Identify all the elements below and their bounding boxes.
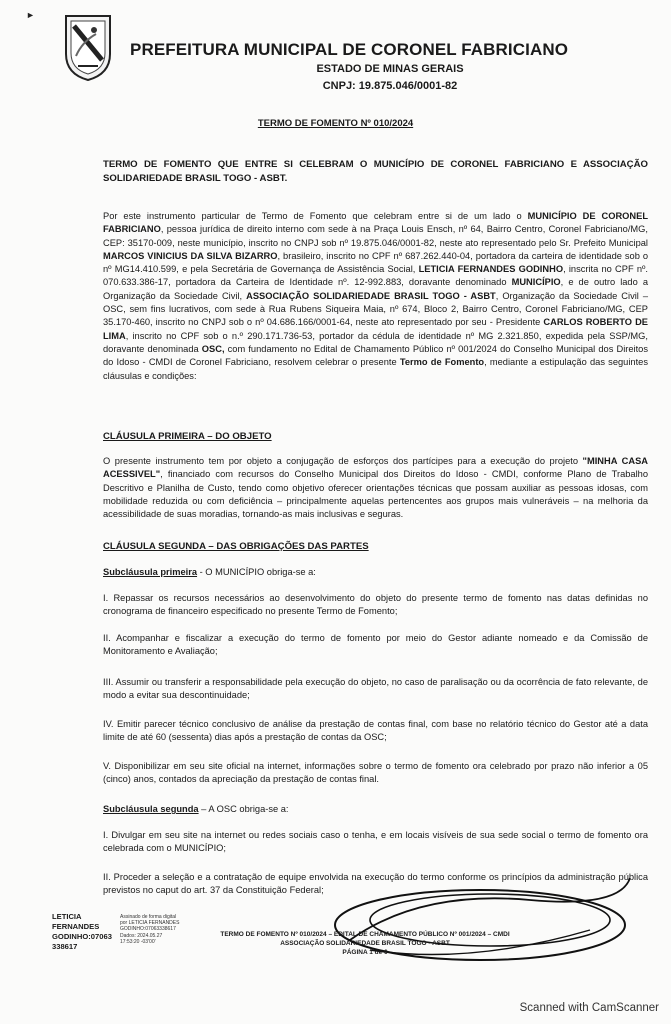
clause-two-heading: CLÁUSULA SEGUNDA – DAS OBRIGAÇÕES DAS PARTES xyxy=(103,541,369,552)
corner-mark-icon: ► xyxy=(26,10,35,20)
page-footer xyxy=(200,930,530,957)
obligation-item: I. Divulgar em seu site na internet ou redes sociais caso o tenha, e em locais visíveis de sua sede social o termo de fomento ora celebrada com o MUNICÍPIO; xyxy=(103,830,648,854)
municipal-coat-of-arms-icon xyxy=(62,12,114,82)
clause-one-paragraph: O presente instrumento tem por objeto a conjugação de esforços dos partícipes para a execução do projeto "MINHA CASA ACESSIVEL", financiado com recursos do Conselho Municipal dos Direitos do Idoso - CMDI, conforme Plano de Trabalho Descritivo e Planilha de Custo, tendo como objetivo oferecer orientações técnicas que possam auxiliar as pessoas idosas, com mobilidade reduzida ou com deficiência – principalmente aquelas pertencentes aos grupos mais vulneráveis – na melhoria da acessibilidade de suas moradias, tornando-as mais inclusivas e seguras. xyxy=(103,456,648,520)
obligation-item: II. Acompanhar e fiscalizar a execução do termo de fomento por meio do Gestor adiante nomeado e da Comissão de Monitoramento e Avaliação; xyxy=(103,633,648,657)
subclause-two-title: Subcláusula segunda – A OSC obriga-se a: xyxy=(103,804,289,814)
digital-signer-name: LETICIA FERNANDES GODINHO:07063 338617 xyxy=(52,912,112,951)
obligation-item: I. Repassar os recursos necessários ao desenvolvimento do objeto do presente termo de fomento nas datas definidas no cronograma de financeiro especificado no presente Termo de Fomento; xyxy=(103,593,648,617)
state-name: ESTADO DE MINAS GERAIS xyxy=(316,63,464,75)
subclause-one-title: Subcláusula primeira - O MUNICÍPIO obriga-se a: xyxy=(103,567,316,577)
clause-one-heading: CLÁUSULA PRIMEIRA – DO OBJETO xyxy=(103,431,272,442)
digital-signature-stamp: Assinado de forma digital por LETICIA FERNANDES GODINHO:07063338617 Dados: 2024.05.27 17:53:20 -03'00' xyxy=(120,914,180,945)
footer-term-line: TERMO DE FOMENTO Nº 010/2024 – EDITAL DE CHAMAMENTO PÚBLICO Nº 001/2024 – CMDI xyxy=(220,931,510,938)
obligation-item: IV. Emitir parecer técnico conclusivo de análise da prestação de contas final, com base no relatório técnico do Gestor até a data limite de até 60 (sessenta) dias após a prestação de contas da OSC; xyxy=(103,719,648,743)
footer-page-number: PÁGINA 1 de 6 xyxy=(342,949,388,956)
municipality-title: PREFEITURA MUNICIPAL DE CORONEL FABRICIANO xyxy=(130,40,569,59)
obligation-item: V. Disponibilizar em seu site oficial na internet, informações sobre o termo de fomento ora celebrado por prazo não inferior a 05 (cinco) anos, contados da apreciação da prestação de contas final. xyxy=(103,761,648,785)
term-preamble: TERMO DE FOMENTO QUE ENTRE SI CELEBRAM O MUNICÍPIO DE CORONEL FABRICIANO E ASSOCIAÇÃO SOLIDARIEDADE BRASIL TOGO - ASBT. xyxy=(103,159,648,184)
footer-org-line: ASSOCIAÇÃO SOLIDARIEDADE BRASIL TOGO - ASBT xyxy=(280,940,450,947)
municipality-cnpj: CNPJ: 19.875.046/0001-82 xyxy=(322,80,458,92)
term-number-heading: TERMO DE FOMENTO Nº 010/2024 xyxy=(257,118,414,129)
scanner-watermark: Scanned with CamScanner xyxy=(519,1002,659,1014)
intro-paragraph: Por este instrumento particular de Termo de Fomento que celebram entre si de um lado o MUNICÍPIO DE CORONEL FABRICIANO, pessoa jurídica de direito interno com sede à na Praça Louis Ensch, nº 64, Bairro Centro, Coronel Fabriciano/MG, CEP: 35170-009, neste município, inscrito no CNPJ sob nº 19.875.046/0001-82, neste ato representado pelo Sr. Prefeito Municipal MARCOS VINICIUS DA SILVA BIZARRO, brasileiro, inscrito no CPF nº 687.262.440-04, portadora da carteira de identidade sob o nº MG14.410.599, e pela Secretária de Governança de Assistência Social, LETICIA FERNANDES GODINHO, inscrita no CPF nº. 070.633.386-17, portadora da Carteira de Identidade nº. 12-992.883, doravante denominado MUNICÍPIO, e de outro lado a Organização da Sociedade Civil, ASSOCIAÇÃO SOLIDARIEDADE BRASIL TOGO - ASBT, Organização da Sociedade Civil –OSC, sem fins lucrativos, com sede à Rua Rubens Siqueira Maia, nº 674, Bloco 2, Bairro Centro, Coronel Fabriciano/MG, CEP 35.170-460, inscrito no CNPJ sob o nº 04.686.166/0001-64, neste ato representado por seu - Presidente CARLOS ROBERTO DE LIMA, inscrito no CPF sob o n.º 290.171.736-53, portador da cédula de identidade nº MG 2.321.850, expedida pela SSP/MG, doravante denominada OSC, com fundamento no Edital de Chamamento Público nº 001/2024 do Conselho Municipal dos Direitos do Idoso - CMDI de Coronel Fabriciano, resolvem celebrar o presente Termo de Fomento, mediante a estipulação das seguintes cláusulas e condições: xyxy=(103,211,649,381)
obligation-item: II. Proceder a seleção e a contratação de equipe envolvida na execução do termo conforme os princípios da administração pública previstos no caput do art. 37 da Constituição Federal; xyxy=(103,872,648,896)
obligation-item: III. Assumir ou transferir a responsabilidade pela execução do objeto, no caso de paralisação ou da ocorrência de fato relevante, de modo a evitar sua descontinuidade; xyxy=(103,677,648,701)
